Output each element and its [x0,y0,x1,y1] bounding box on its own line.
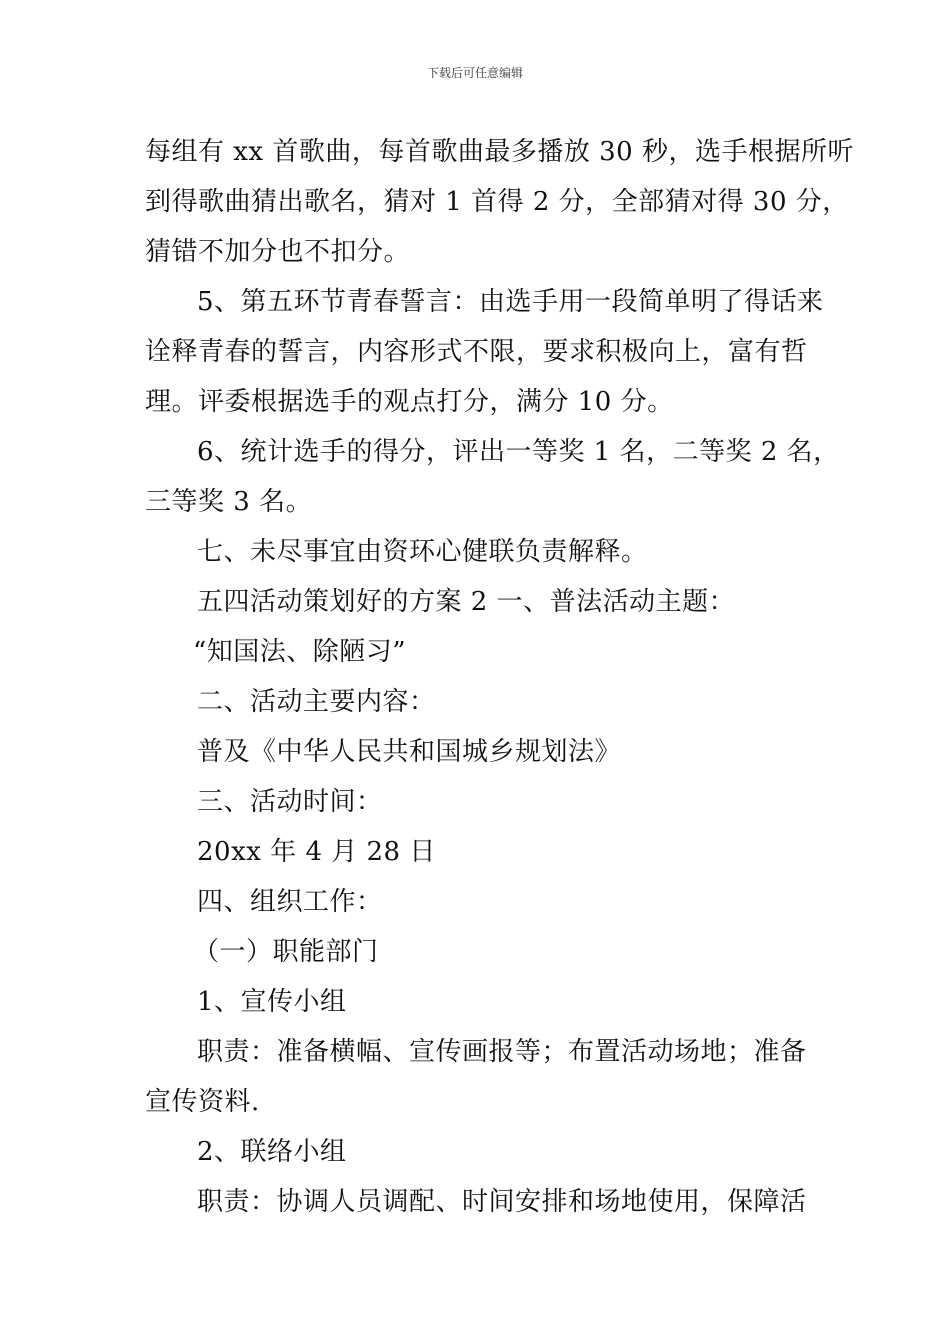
paragraph-line: 三等奖 3 名。 [145,487,313,517]
paragraph-line: 5、第五环节青春誓言：由选手用一段简单明了得话来 [197,287,824,317]
section-heading: 四、组织工作： [197,887,383,917]
paragraph-line: 职责：准备横幅、宣传画报等；布置活动场地；准备 [197,1037,807,1067]
paragraph-line: 6、统计选手的得分，评出一等奖 1 名，二等奖 2 名， [197,437,840,467]
document-body [145,127,854,1227]
section-heading: 三、活动时间： [197,787,383,817]
paragraph-line: 猜错不加分也不扣分。 [145,237,411,267]
page-header-note: 下载后可任意编辑 [426,66,523,80]
paragraph-line: 20xx 年 4 月 28 日 [197,837,436,867]
paragraph-line: 五四活动策划好的方案 2 一、普法活动主题： [197,587,736,617]
paragraph-line: 到得歌曲猜出歌名，猜对 1 首得 2 分，全部猜对得 30 分， [145,187,849,217]
paragraph-line: “知国法、除陋习” [193,637,407,667]
paragraph-line: 七、未尽事宜由资环心健联负责解释。 [197,537,648,567]
paragraph-line: 职责：协调人员调配、时间安排和场地使用，保障活 [197,1187,807,1217]
section-heading: 二、活动主要内容： [197,687,436,717]
paragraph-line: 理。评委根据选手的观点打分，满分 10 分。 [145,387,674,417]
list-item-heading: 2、联络小组 [197,1137,347,1167]
paragraph-line: 诠释青春的誓言，内容形式不限，要求积极向上，富有哲 [145,337,808,367]
paragraph-line: 每组有 xx 首歌曲，每首歌曲最多播放 30 秒，选手根据所听 [145,137,854,167]
paragraph-line: 普及《中华人民共和国城乡规划法》 [197,737,622,767]
subsection-heading: （一）职能部门 [193,937,379,967]
paragraph-line: 宣传资料. [145,1087,260,1117]
list-item-heading: 1、宣传小组 [197,987,347,1017]
